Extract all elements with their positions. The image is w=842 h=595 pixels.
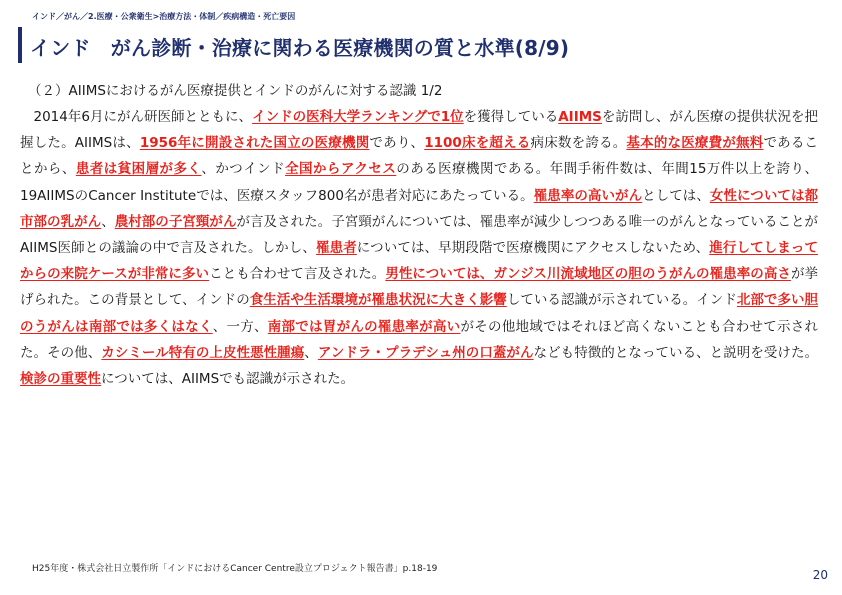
- highlighted-phrase: 基本的な医療費が無料: [626, 135, 764, 152]
- highlighted-phrase: 罹患率の高いがん: [533, 187, 643, 204]
- breadcrumb: インド／がん／2.医療・公衆衛生>治療方法・体制／疾病構造・死亡要因: [32, 12, 296, 21]
- highlighted-phrase: カシミール特有の上皮性悪性腫瘍: [101, 344, 305, 361]
- body-text-segment: については、早期段階で医療機関にアクセスしないため、: [356, 240, 710, 257]
- highlighted-phrase: インドの医科大学ランキングで1位: [252, 109, 464, 125]
- highlighted-phrase: 男性については、ガンジス川流域地区の胆のうがんの罹患率の高さ: [385, 266, 791, 283]
- title-accent-bar: [18, 27, 22, 63]
- highlighted-phrase: 1956年に開設された国立の医療機関: [139, 135, 370, 152]
- highlighted-phrase: 進行してしまってからの来院ケースが非常に多い: [20, 240, 818, 283]
- body-text-segment: なども特徴的となっている、と説明を受けた。: [533, 344, 819, 361]
- body-text-segment: 、: [101, 213, 115, 230]
- body-text-segment: については、AIIMSでも認識が示された。: [101, 371, 355, 388]
- highlighted-phrase: 農村部の子宮頸がん: [114, 213, 237, 230]
- highlighted-phrase: 食生活や生活環境が罹患状況に大きく影響: [249, 292, 507, 309]
- body-text-segment: している認識が示されている。インド: [506, 292, 737, 309]
- page-number: 20: [812, 568, 828, 582]
- highlighted-phrase: 検診の重要性: [20, 371, 101, 388]
- page-title: インド がん診断・治療に関わる医療機関の質と水準(8/9): [30, 36, 570, 60]
- body-text-segment: を訪問し、がん医療の提供状況を把握した。AIIMSは、: [20, 109, 819, 152]
- highlighted-phrase: 患者は貧困層が多く: [75, 161, 202, 178]
- body-paragraph: [20, 104, 818, 392]
- highlighted-phrase: アンドラ・プラデシュ州の口蓋がん: [317, 344, 534, 361]
- body-text-segment: 2014年6月にがん研医師とともに、: [20, 109, 253, 125]
- body-text-segment: であり、: [369, 135, 425, 152]
- highlighted-phrase: 罹患者: [315, 240, 357, 257]
- body-text-segment: ことも合わせて言及された。: [209, 266, 386, 283]
- highlighted-phrase: 全国からアクセス: [285, 161, 397, 178]
- body-text-segment: のある医療機関である。年間手術件数は、年間15万件以上を誇り、19AIIMSのCancer Instituteでは、医療スタッフ800名が患者対応にあたっている。: [20, 161, 819, 204]
- highlighted-phrase: 女性については都市部の乳がん: [20, 187, 819, 230]
- body-text-segment: がその他地域ではそれほど高くないことも合わせて示された。その他、: [20, 318, 819, 361]
- section-subtitle: （２）AIIMSにおけるがん医療提供とインドのがんに対する認識 1/2: [28, 83, 443, 99]
- body-text-segment: 、一方、: [212, 318, 268, 335]
- highlighted-phrase: 1100床を超える: [424, 135, 531, 152]
- source-footnote: H25年度・株式会社日立製作所「インドにおけるCancer Centre設立プロジェクト報告書」p.18-19: [32, 564, 438, 574]
- highlighted-phrase: AIIMS: [558, 109, 602, 125]
- body-text-segment: 、かつインド: [201, 161, 286, 178]
- highlighted-phrase: 南部では胃がんの罹患率が高い: [267, 318, 461, 335]
- body-text-segment: であることから、: [20, 135, 819, 178]
- body-text-segment: 病床数を誇る。: [530, 135, 627, 152]
- body-text-segment: が言及された。子宮頸がんについては、罹患率が減少しつつある唯一のがんとなっていることがAIIMS医師との議論の中で言及された。しかし、: [20, 213, 819, 257]
- body-text-segment: 、: [304, 344, 318, 361]
- highlighted-phrase: 北部で多い胆のうがんは南部では多くはなく: [20, 292, 819, 335]
- body-text-segment: としては、: [642, 187, 710, 204]
- body-text-segment: が挙げられた。この背景として、インドの: [20, 266, 819, 309]
- body-text-segment: を獲得している: [463, 109, 559, 125]
